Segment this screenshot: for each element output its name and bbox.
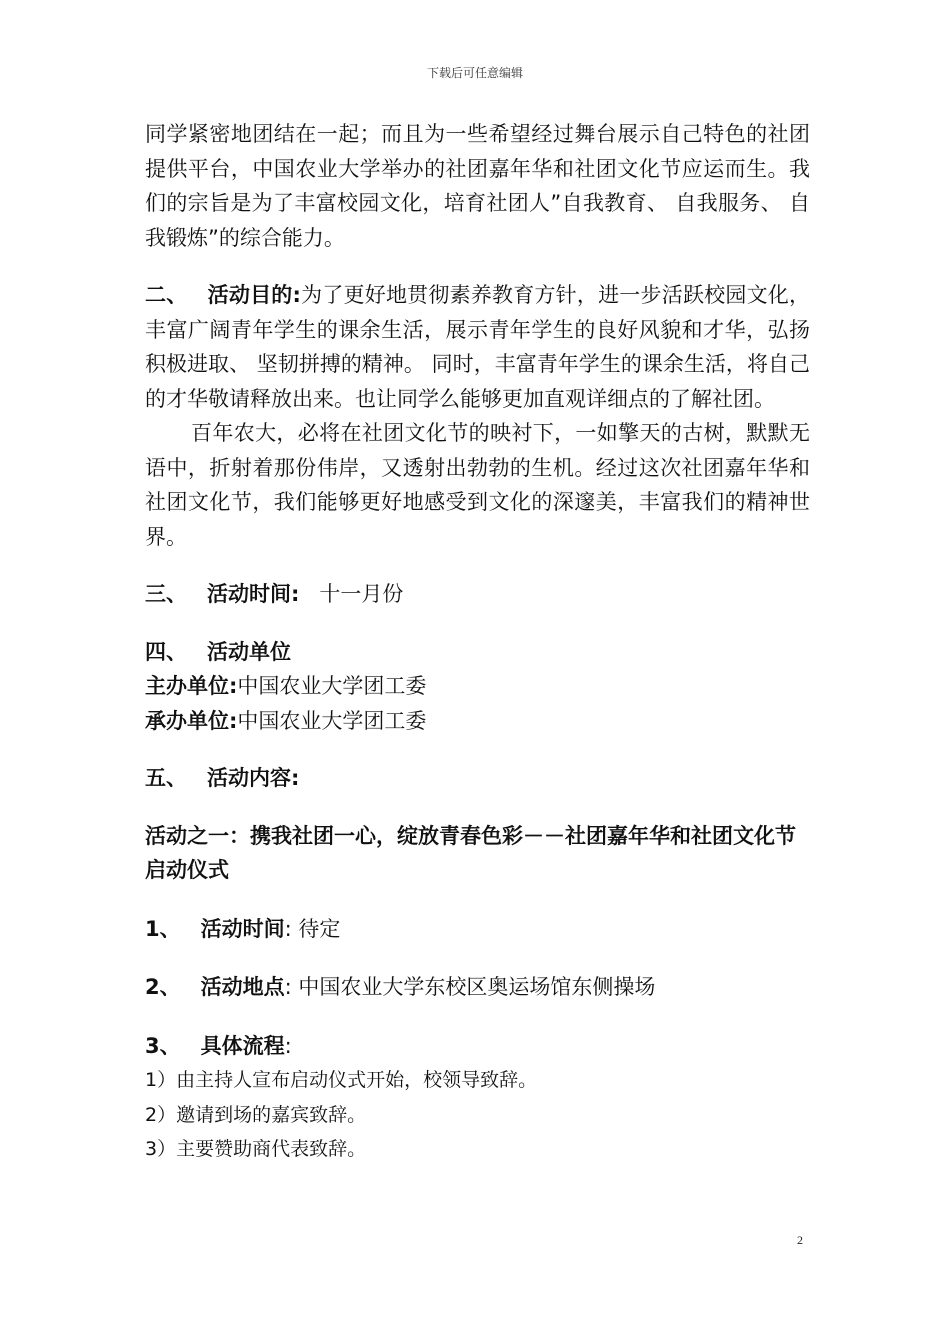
section-title: 活动单位 (207, 639, 291, 664)
item-label: 活动时间 (200, 916, 285, 941)
activity-time (145, 912, 810, 947)
activity-flow (145, 1029, 810, 1064)
section-number: 二、 (145, 283, 188, 307)
section-content (145, 761, 810, 796)
item-number: 3、 (145, 1033, 181, 1058)
section-number: 五、 (145, 766, 187, 790)
section-value: 十一月份 (319, 582, 404, 606)
section-title: 活动目的: (207, 283, 301, 307)
activity-title: 活动之一：携我社团一心，绽放青春色彩－－社团嘉年华和社团文化节启动仪式 (145, 823, 796, 882)
host-label: 主办单位: (145, 674, 238, 698)
flow-step: 1）由主持人宣布启动仪式开始，校领导致辞。 (145, 1069, 538, 1091)
organizer-value: 中国农业大学团工委 (237, 708, 427, 733)
item-value: : 待定 (284, 916, 341, 941)
page-number: 2 (797, 1233, 803, 1247)
item-label: 具体流程 (200, 1033, 285, 1058)
section-number: 三、 (145, 582, 187, 606)
section-units (145, 635, 810, 670)
page-header: 下载后可任意编辑 (426, 66, 523, 80)
item-number: 1、 (145, 916, 181, 941)
flow-step: 3）主要赞助商代表致辞。 (145, 1138, 367, 1160)
section-title: 活动时间: (207, 582, 300, 606)
host-unit (145, 669, 810, 704)
section-time (145, 577, 810, 612)
item-value: : 中国农业大学东校区奥运场馆东侧操场 (284, 975, 656, 999)
section-purpose (145, 278, 810, 416)
section-body: 为了更好地贯彻素养教育方针，进一步活跃校园文化，丰富广阔青年学生的课余生活，展示青年学生的良好风貌和才华，弘扬积极进取、 坚韧拼搏的精神。 同时，丰富青年学生的课余生活，将自己的才华敬请释放出来。也让同学么能够更加直观详细点的了解社团。 (145, 283, 811, 411)
host-value: 中国农业大学团工委 (237, 674, 427, 698)
intro-paragraph: 同学紧密地团结在一起；而且为一些希望经过舞台展示自己特色的社团提供平台，中国农业大学举办的社团嘉年华和社团文化节应运而生。我们的宗旨是为了丰富校园文化，培育社团人”自我教育、 自我服务、 自我锻炼”的综合能力。 (145, 122, 810, 250)
flow-step: 2）邀请到场的嘉宾致辞。 (145, 1103, 367, 1126)
document-body (145, 117, 810, 1167)
organizer-label: 承办单位: (145, 708, 238, 733)
closing-paragraph: 百年农大，必将在社团文化节的映衬下，一如擎天的古树，默默无语中，折射着那份伟岸，又透射出勃勃的生机。经过这次社团嘉年华和社团文化节，我们能够更好地感受到文化的深邃美，丰富我们的精神世界。 (145, 421, 810, 549)
activity-place (145, 970, 810, 1005)
section-title: 活动内容: (207, 766, 300, 790)
section-number: 四、 (145, 639, 187, 664)
item-value: : (284, 1033, 292, 1058)
organizer-unit (145, 704, 810, 739)
item-number: 2、 (145, 975, 181, 999)
item-label: 活动地点 (200, 975, 285, 999)
